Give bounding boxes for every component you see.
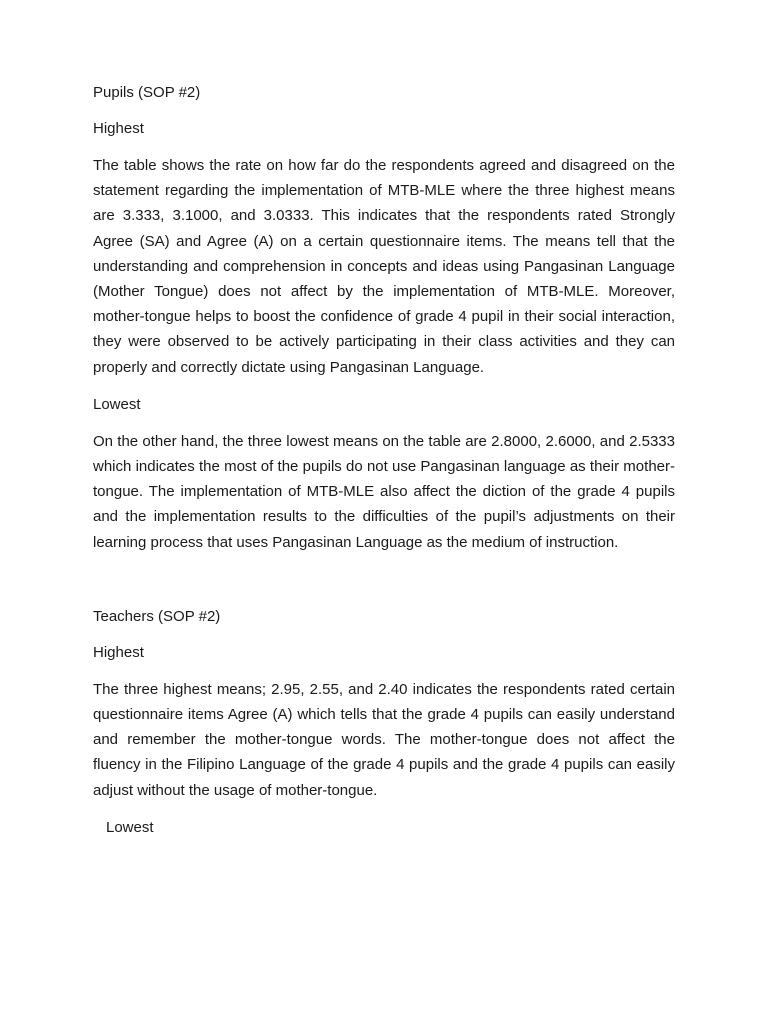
pupils-section — [93, 80, 675, 555]
pupils-lowest-label: Lowest — [93, 395, 141, 413]
pupils-highest-label: Highest — [93, 120, 144, 137]
document-page — [93, 80, 675, 840]
pupils-lowest-paragraph: On the other hand, the three lowest means on the table are 2.8000, 2.6000, and 2.5333 which indicates the most of the pupils do not use Pangasinan language as their mother-tongue. The implementation of MTB-MLE also affect the diction of the grade 4 pupils and the implementation results to the difficulties of the pupil’s adjustments on their learning process that uses Pangasinan Language as the medium of instruction. — [93, 432, 675, 551]
teachers-heading: Teachers (SOP #2) — [93, 607, 221, 625]
pupils-highest-paragraph: The table shows the rate on how far do the respondents agreed and disagreed on the statement regarding the implementation of MTB-MLE where the three highest means are 3.333, 3.1000, and 3.0333. This indicates that the respondents rated Strongly Agree (SA) and Agree (A) on a certain questionnaire items. The means tell that the understanding and comprehension in concepts and ideas using Pangasinan Language (Mother Tongue) does not affect by the implementation of MTB-MLE. Moreover, mother-tongue helps to boost the confidence of grade 4 pupil in their social interaction, they were observed to be actively participating in their class activities and they can properly and correctly dictate using Pangasinan Language. — [93, 157, 675, 376]
pupils-heading: Pupils (SOP #2) — [93, 84, 201, 101]
teachers-section — [93, 604, 675, 840]
teachers-lowest-label: Lowest — [106, 818, 154, 836]
teachers-highest-label: Highest — [93, 643, 144, 661]
teachers-highest-paragraph: The three highest means; 2.95, 2.55, and 2.40 indicates the respondents rated certain questionnaire items Agree (A) which tells that the grade 4 pupils can easily understand and remember the mother-tongue words. The mother-tongue does not affect the fluency in the Filipino Language of the grade 4 pupils and the grade 4 pupils can easily adjust without the usage of mother-tongue. — [93, 680, 675, 799]
